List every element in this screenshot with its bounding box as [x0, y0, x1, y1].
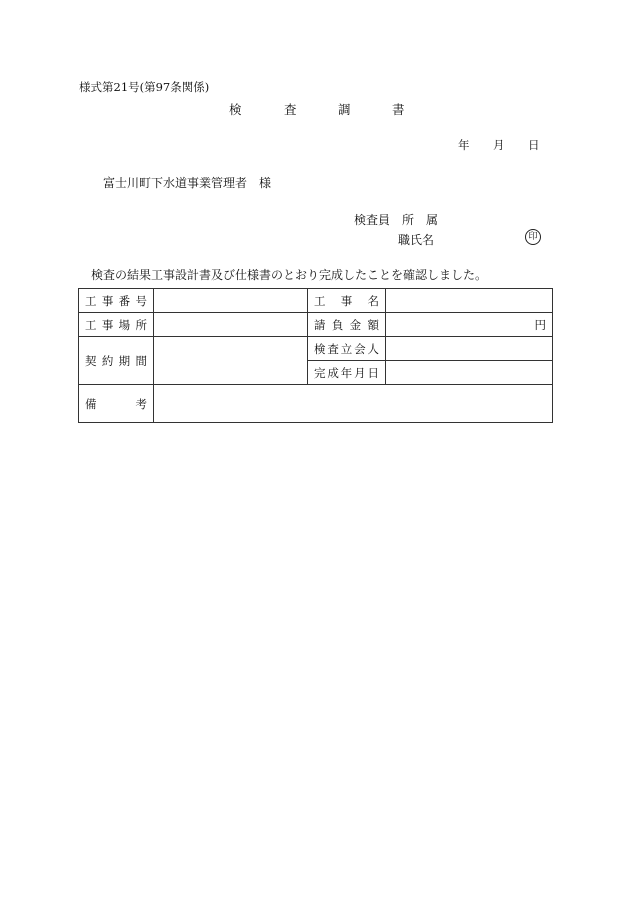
- title-char-4: 書: [392, 102, 405, 117]
- date-month: 月: [493, 138, 505, 152]
- remarks-label: 備考: [79, 385, 154, 423]
- construction-name-label: 工事名: [308, 289, 386, 313]
- contract-period-label: 契約期間: [79, 337, 154, 385]
- table-row: [79, 313, 553, 337]
- seal-icon: 印: [525, 229, 541, 245]
- construction-site-label: 工事場所: [79, 313, 154, 337]
- title-char-3: 調: [338, 102, 351, 117]
- inspection-table: [78, 288, 553, 423]
- inspection-witness-label: 検査立会人: [308, 337, 386, 361]
- construction-site-value[interactable]: [154, 313, 308, 337]
- date-year: 年: [458, 138, 470, 152]
- table-row: [79, 385, 553, 423]
- table-row: [79, 337, 553, 361]
- remarks-value[interactable]: [154, 385, 553, 423]
- statement: 検査の結果工事設計書及び仕様書のとおり完成したことを確認しました。: [91, 268, 488, 282]
- construction-number-label: 工事番号: [79, 289, 154, 313]
- construction-number-value[interactable]: [154, 289, 308, 313]
- form-number: 様式第21号(第97条関係): [79, 80, 210, 94]
- inspection-witness-value[interactable]: [386, 337, 553, 361]
- construction-name-value[interactable]: [386, 289, 553, 313]
- completion-date-value[interactable]: [386, 361, 553, 385]
- contract-amount-value[interactable]: [386, 313, 553, 337]
- table-row: [79, 289, 553, 313]
- addressee: 富士川町下水道事業管理者 様: [103, 176, 272, 190]
- date-day: 日: [528, 138, 540, 152]
- yen-unit: 円: [534, 317, 546, 332]
- contract-amount-label: 請負金額: [308, 313, 386, 337]
- inspector-name: 職氏名: [398, 233, 435, 247]
- completion-date-label: 完成年月日: [308, 361, 386, 385]
- inspector-affiliation: 検査員 所 属: [354, 213, 439, 227]
- title-char-2: 査: [284, 102, 297, 117]
- contract-period-value[interactable]: [154, 337, 308, 385]
- title-char-1: 検: [229, 102, 242, 117]
